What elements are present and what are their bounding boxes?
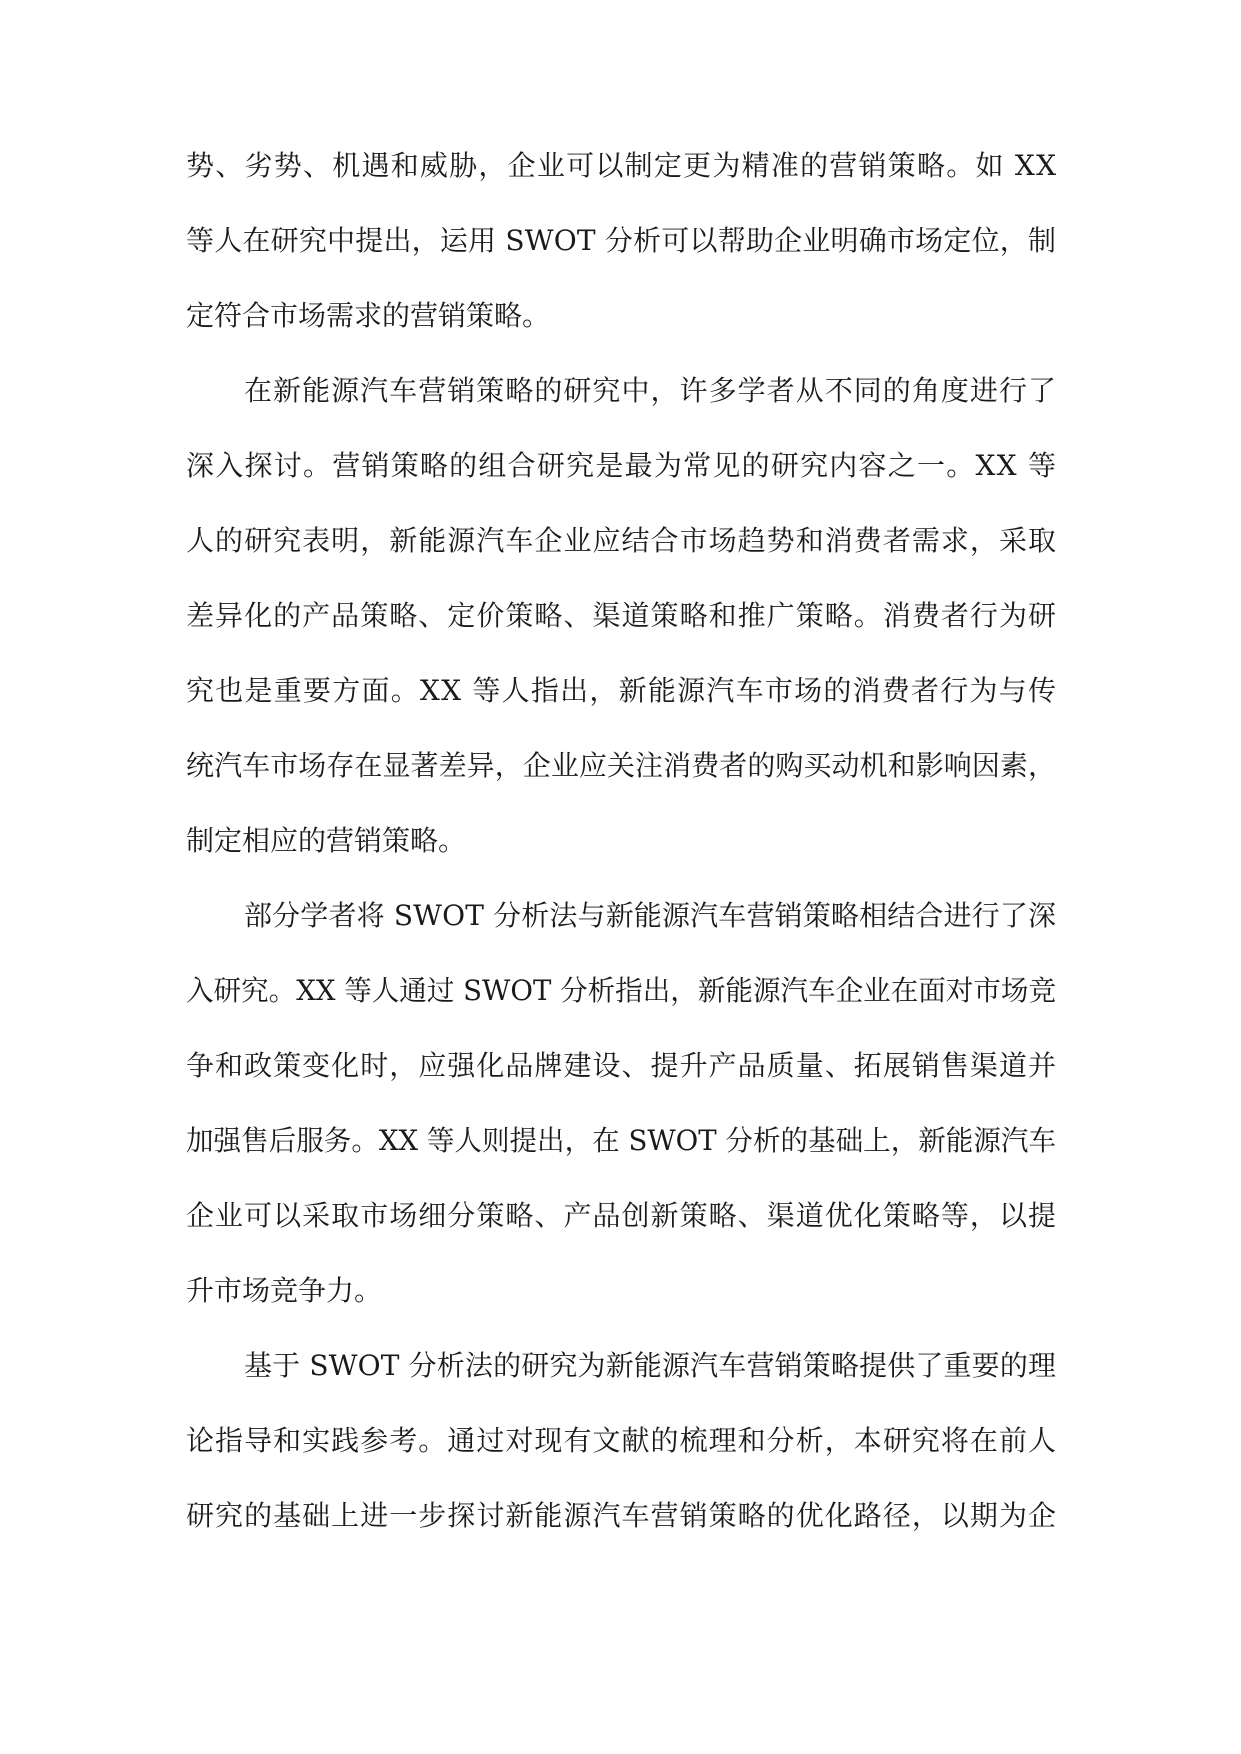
text-line: 定符合市场需求的营销策略。 xyxy=(186,299,551,332)
text-line: 制定相应的营销策略。 xyxy=(186,824,467,857)
text-line: 论指导和实践参考。通过对现有文献的梳理和分析，本研究将在前人 xyxy=(186,1424,1058,1457)
text-line: 人的研究表明，新能源汽车企业应结合市场趋势和消费者需求，采取 xyxy=(186,524,1058,557)
text-line: 等人在研究中提出，运用 SWOT 分析可以帮助企业明确市场定位，制 xyxy=(186,224,1057,257)
paragraph-first-line: 部分学者将 SWOT 分析法与新能源汽车营销策略相结合进行了深 xyxy=(244,899,1057,932)
text-line: 加强售后服务。XX 等人则提出，在 SWOT 分析的基础上，新能源汽车 xyxy=(186,1124,1057,1157)
body-text xyxy=(186,128,1056,1553)
paragraph-first-line: 基于 SWOT 分析法的研究为新能源汽车营销策略提供了重要的理 xyxy=(244,1349,1057,1382)
text-line: 差异化的产品策略、定价策略、渠道策略和推广策略。消费者行为研 xyxy=(186,599,1058,632)
text-line: 势、劣势、机遇和威胁，企业可以制定更为精准的营销策略。如 XX xyxy=(186,149,1058,182)
text-line: 研究的基础上进一步探讨新能源汽车营销策略的优化路径，以期为企 xyxy=(186,1499,1058,1532)
text-line: 入研究。XX 等人通过 SWOT 分析指出，新能源汽车企业在面对市场竞 xyxy=(186,974,1057,1007)
text-line: 深入探讨。营销策略的组合研究是最为常见的研究内容之一。XX 等 xyxy=(186,449,1058,482)
text-line: 统汽车市场存在显著差异，企业应关注消费者的购买动机和影响因素， xyxy=(186,749,1057,782)
paragraph-first-line: 在新能源汽车营销策略的研究中，许多学者从不同的角度进行了 xyxy=(244,374,1058,407)
text-line: 升市场竞争力。 xyxy=(186,1274,383,1307)
text-line: 争和政策变化时，应强化品牌建设、提升产品质量、拓展销售渠道并 xyxy=(186,1049,1058,1082)
text-line: 企业可以采取市场细分策略、产品创新策略、渠道优化策略等，以提 xyxy=(186,1199,1058,1232)
text-line: 究也是重要方面。XX 等人指出，新能源汽车市场的消费者行为与传 xyxy=(186,674,1058,707)
